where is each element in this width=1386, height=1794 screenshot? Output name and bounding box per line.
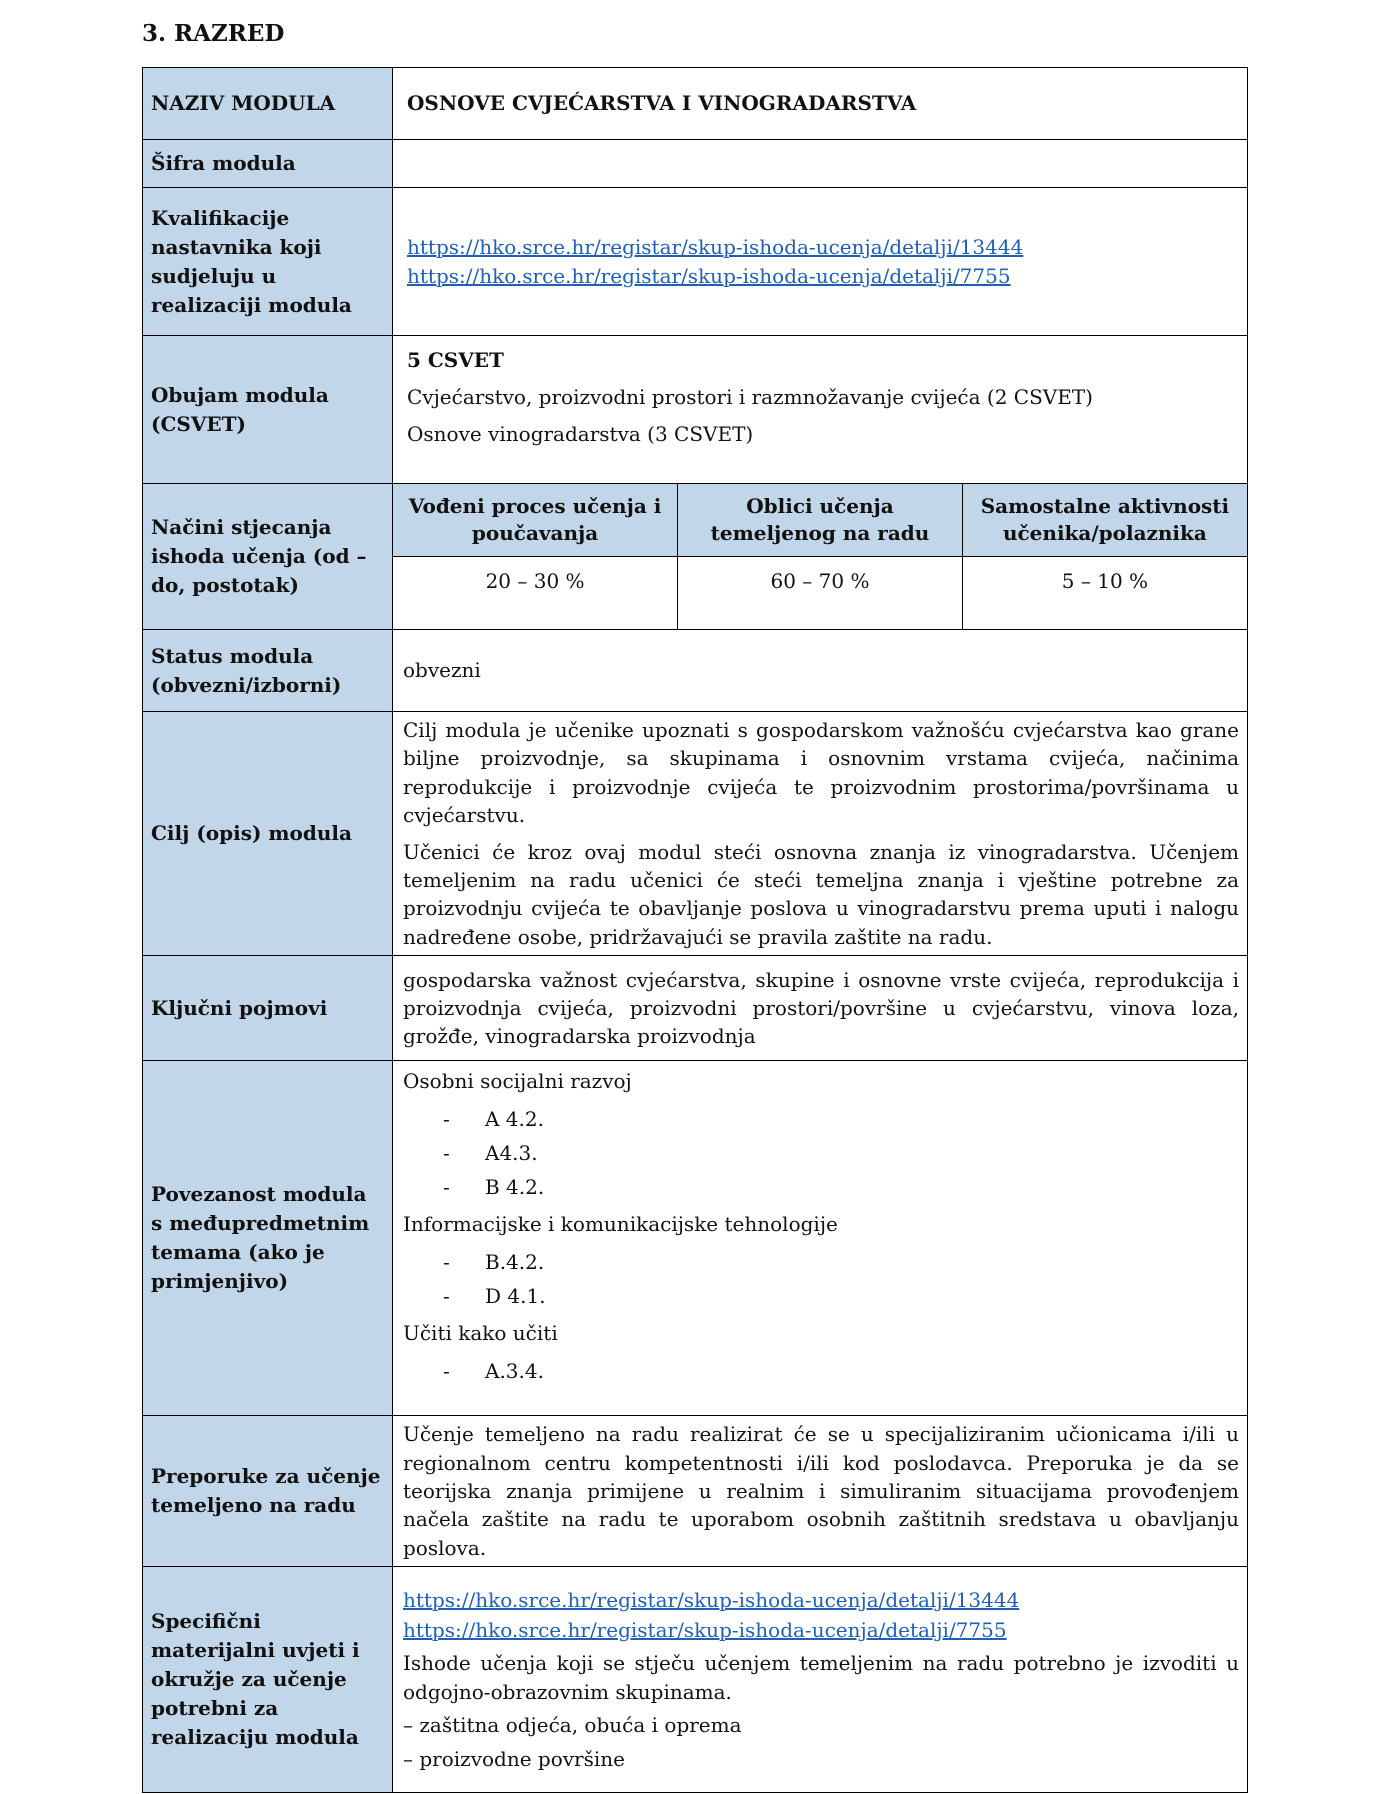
work-based-recommendations: [393, 1416, 1248, 1567]
qualification-link-1[interactable]: https://hko.srce.hr/registar/skup-ishoda-ucenja/detalji/13444: [407, 234, 1024, 259]
method-value-independent: 5 – 10 %: [962, 557, 1247, 630]
list-item: - A4.3.: [403, 1136, 1239, 1170]
scope-part-1: Cvjećarstvo, proizvodni prostori i razmnožavanje cvijeća (2 CSVET): [407, 385, 1093, 409]
method-value-guided: 20 – 30 %: [393, 557, 678, 630]
module-scope: [393, 336, 1248, 484]
row-sifra: [143, 140, 1248, 188]
row-nacini: [143, 484, 1248, 630]
list-item: - B 4.2.: [403, 1170, 1239, 1204]
material-conditions: [393, 1567, 1248, 1793]
key-terms-text: gospodarska važnost cvjećarstva, skupine i osnovne vrste cvijeća, reprodukcija i proizvodnja cvijeća, proizvodni prostori/površine u cvjećarstvu, vinova loza, grožđe, vinogradarska proizvodnja: [403, 967, 1239, 1049]
scope-part-2: Osnove vinogradarstva (3 CSVET): [407, 422, 754, 446]
row-povezanost: [143, 1061, 1248, 1416]
learning-methods: [393, 484, 1248, 630]
row-pojmovi: [143, 956, 1248, 1061]
qualification-link-2[interactable]: https://hko.srce.hr/registar/skup-ishoda-ucenja/detalji/7755: [407, 263, 1011, 288]
row-specificni: [143, 1567, 1248, 1793]
label-cilj: Cilj (opis) modula: [143, 712, 393, 956]
row-preporuke: [143, 1416, 1248, 1567]
label-povezanost: Povezanost modula s međupredmetnim temama (ako je primjenjivo): [143, 1061, 393, 1416]
method-value-work-based: 60 – 70 %: [678, 557, 963, 630]
material-item: – proizvodne površine: [403, 1746, 625, 1771]
learning-methods-table: [393, 484, 1247, 629]
goal-paragraph-2: Učenici će kroz ovaj modul steći osnovna znanja iz vinogradarstva. Učenjem temeljenim na radu učenici će steći temeljna znanja i vještine potrebne za proizvodnju cvijeća te obavljanje poslova u vinogradarstvu prema uputi i nalogu nadređene osobe, pridržavajući se pravila zaštite na radu.: [403, 839, 1239, 949]
scope-total: 5 CSVET: [407, 348, 504, 372]
method-header-work-based: Oblici učenja temeljenog na radu: [678, 484, 963, 557]
label-preporuke: Preporuke za učenje temeljeno na radu: [143, 1416, 393, 1567]
topic-group-list: [403, 1354, 1239, 1388]
recommendations-text: Učenje temeljeno na radu realizirat će se u specijaliziranim učionicama i/ili u regionalnom centru kompetentnosti i/ili kod poslodavca. Preporuka je da se teorijska znanja primijene u realnim i simuliranim situacijama provođenjem načela zaštite na radu te uporabom osobnih zaštitnih sredstava u obavljanju poslova.: [403, 1422, 1239, 1560]
material-text: Ishode učenja koji se stječu učenjem temeljenim na radu potrebno je izvoditi u odgojno-obrazovnim skupinama.: [403, 1651, 1239, 1704]
method-header-independent: Samostalne aktivnosti učenika/polaznika: [962, 484, 1247, 557]
row-kvalifikacije: [143, 188, 1248, 336]
module-status: obvezni: [393, 630, 1248, 712]
row-cilj: [143, 712, 1248, 956]
topic-group-list: [403, 1102, 1239, 1204]
topic-group-title: Informacijske i komunikacijske tehnologije: [403, 1212, 838, 1237]
row-status: [143, 630, 1248, 712]
page-title: 3. RAZRED: [142, 20, 285, 47]
row-naziv: [143, 68, 1248, 140]
topic-group-title: Učiti kako učiti: [403, 1321, 558, 1346]
label-sifra: Šifra modula: [143, 140, 393, 188]
label-obujam: Obujam modula (CSVET): [143, 336, 393, 484]
module-goal: [393, 712, 1248, 956]
cross-curricular-topics: [393, 1061, 1248, 1416]
material-item: – zaštitna odjeća, obuća i oprema: [403, 1712, 742, 1737]
label-specificni: Specifični materijalni uvjeti i okružje za učenje potrebni za realizaciju modula: [143, 1567, 393, 1793]
list-item: - B.4.2.: [403, 1245, 1239, 1279]
list-item: - D 4.1.: [403, 1279, 1239, 1313]
goal-paragraph-1: Cilj modula je učenike upoznati s gospodarskom važnošću cvjećarstva kao grane biljne proizvodnje, sa skupinama i osnovnim vrstama cvijeća, načinima reprodukcije i proizvodnje cvijeća te proizvodnim prostorima/površinama u cvjećarstvu.: [403, 718, 1239, 828]
material-link-2[interactable]: https://hko.srce.hr/registar/skup-ishoda-ucenja/detalji/7755: [403, 1618, 1007, 1643]
module-table: [142, 67, 1248, 1793]
label-kvalifikacije: Kvalifikacije nastavnika koji sudjeluju u realizaciji modula: [143, 188, 393, 336]
topic-group-title: Osobni socijalni razvoj: [403, 1069, 632, 1094]
row-obujam: [143, 336, 1248, 484]
material-link-1[interactable]: https://hko.srce.hr/registar/skup-ishoda-ucenja/detalji/13444: [403, 1588, 1020, 1613]
topic-group-list: [403, 1245, 1239, 1313]
qualifications-links: [393, 188, 1248, 336]
module-name: OSNOVE CVJEĆARSTVA I VINOGRADARSTVA: [393, 68, 1248, 140]
list-item: - A 4.2.: [403, 1102, 1239, 1136]
module-code: [393, 140, 1248, 188]
label-naziv: NAZIV MODULA: [143, 68, 393, 140]
label-nacini: Načini stjecanja ishoda učenja (od – do, postotak): [143, 484, 393, 630]
key-terms: [393, 956, 1248, 1061]
method-header-guided: Vođeni proces učenja i poučavanja: [393, 484, 678, 557]
label-status: Status modula (obvezni/izborni): [143, 630, 393, 712]
list-item: - A.3.4.: [403, 1354, 1239, 1388]
label-pojmovi: Ključni pojmovi: [143, 956, 393, 1061]
